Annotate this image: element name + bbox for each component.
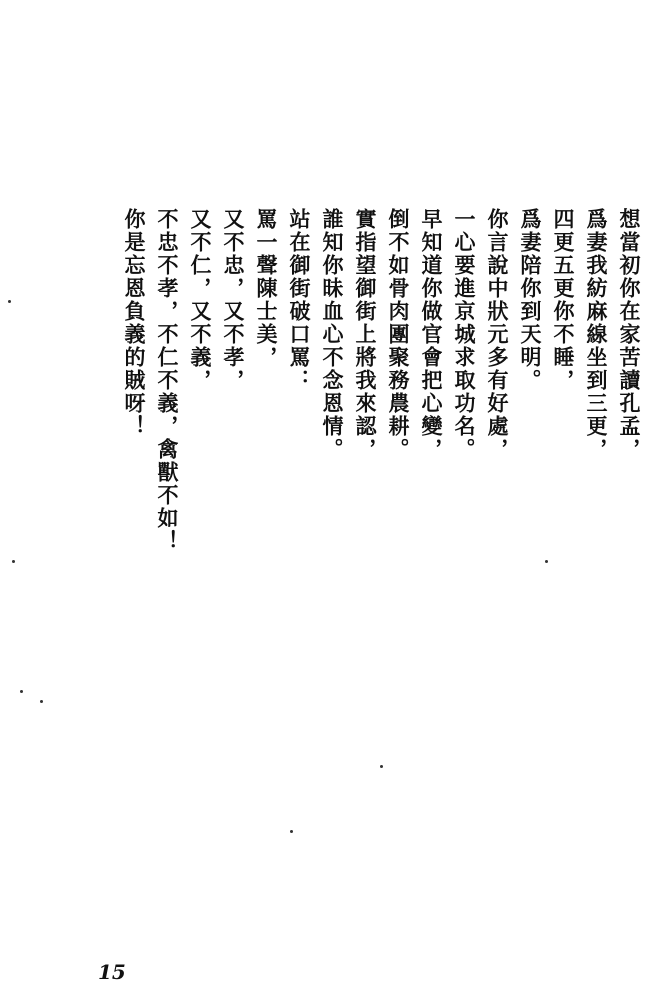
scan-speck bbox=[545, 560, 548, 563]
verse-line: 四更五更你不睡， bbox=[551, 208, 576, 392]
verse-line: 又不忠，又不孝， bbox=[221, 208, 246, 392]
scan-speck bbox=[8, 300, 11, 303]
scan-speck bbox=[40, 700, 43, 703]
verse-block bbox=[60, 208, 640, 668]
verse-line: 誰知你昧血心不念恩情。 bbox=[320, 208, 345, 461]
verse-line: 你是忘恩負義的賊呀！ bbox=[122, 208, 147, 438]
verse-line: 實指望御街上將我來認， bbox=[353, 208, 378, 461]
page-number: 15 bbox=[98, 960, 126, 984]
scan-speck bbox=[290, 830, 293, 833]
scan-speck bbox=[12, 560, 15, 563]
verse-line: 早知道你做官會把心變， bbox=[419, 208, 444, 461]
verse-line: 罵一聲陳士美， bbox=[254, 208, 279, 369]
verse-line: 爲妻陪你到天明。 bbox=[518, 208, 543, 392]
scan-speck bbox=[380, 765, 383, 768]
verse-line: 爲妻我紡麻線坐到三更， bbox=[584, 208, 609, 461]
scan-speck bbox=[20, 690, 23, 693]
verse-line: 你言說中狀元多有好處， bbox=[485, 208, 510, 461]
verse-line: 倒不如骨肉團聚務農耕。 bbox=[386, 208, 411, 461]
verse-line: 一心要進京城求取功名。 bbox=[452, 208, 477, 461]
verse-line: 不忠不孝，不仁不義，禽獸不如！ bbox=[155, 208, 180, 553]
verse-line: 站在御街破口罵： bbox=[287, 208, 312, 392]
verse-line: 又不仁，又不義， bbox=[188, 208, 213, 392]
verse-line: 想當初你在家苦讀孔孟， bbox=[617, 208, 642, 461]
